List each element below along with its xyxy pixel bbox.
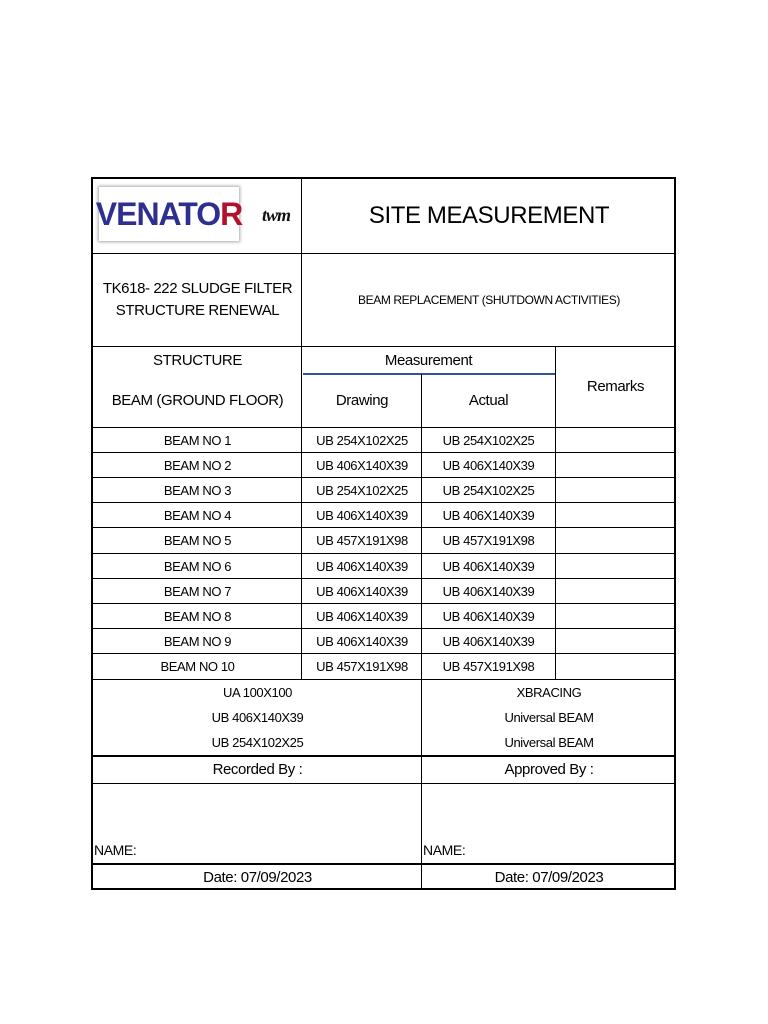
beam-name-cell: BEAM NO 6 [163, 558, 232, 574]
beam-name-cell: BEAM NO 7 [163, 583, 232, 599]
legend-section: UB 406X140X39 [211, 709, 304, 725]
divider [555, 346, 556, 679]
beam-name-cell: BEAM NO 10 [160, 658, 235, 674]
remarks-cell [555, 428, 676, 453]
row-divider [93, 553, 676, 554]
drawing-size-cell: UB 406X140X39 [316, 633, 408, 649]
beam-name-cell: BEAM NO 5 [163, 533, 232, 549]
divider [93, 427, 676, 428]
drawing-size-cell: UB 406X140X39 [316, 458, 408, 474]
divider [93, 253, 676, 254]
remarks-cell [555, 604, 676, 629]
beam-name-cell: BEAM NO 1 [163, 433, 232, 448]
row-divider [93, 452, 676, 453]
beam-name-cell: BEAM NO 8 [163, 608, 232, 624]
drawing-size-cell: UB 254X102X25 [316, 433, 408, 448]
actual-size-cell: UB 457X191X98 [442, 533, 535, 549]
row-divider [93, 477, 676, 478]
actual-size-cell: UB 254X102X25 [442, 433, 535, 448]
project-name-line1: TK618- 222 SLUDGE FILTER [102, 279, 293, 297]
drawing-size-cell: UB 254X102X25 [316, 483, 408, 499]
beam-name-cell: BEAM NO 3 [163, 483, 232, 499]
beam-name-cell: BEAM NO 4 [163, 508, 232, 524]
divider [93, 346, 676, 347]
actual-header: Actual [468, 392, 509, 409]
recorded-name-label: NAME: [94, 842, 137, 858]
row-divider [93, 628, 676, 629]
beam-name-cell: BEAM NO 2 [163, 458, 232, 474]
actual-size-cell: UB 406X140X39 [442, 583, 535, 599]
row-divider [93, 502, 676, 503]
legend-description: Universal BEAM [504, 709, 594, 725]
drawing-size-cell: UB 457X191X98 [316, 658, 408, 674]
twm-logo-text: twm [261, 204, 290, 225]
project-name-line2: STRUCTURE RENEWAL [115, 301, 280, 319]
section-legend [93, 679, 422, 755]
approved-name-label: NAME: [423, 842, 466, 858]
measurement-underline [303, 373, 555, 375]
legend-section: UA 100X100 [222, 684, 292, 700]
remarks-cell [555, 503, 676, 528]
recorded-by-label: Recorded By : [212, 761, 303, 778]
drawing-size-cell: UB 406X140X39 [316, 583, 408, 599]
remarks-cell [555, 528, 676, 553]
twm-logo [256, 201, 296, 229]
divider [93, 755, 676, 757]
drawing-header: Drawing [335, 392, 389, 409]
divider [421, 679, 422, 890]
divider [93, 679, 676, 680]
drawing-size-cell: UB 406X140X39 [316, 508, 408, 524]
divider [301, 346, 302, 679]
page-title: SITE MEASUREMENT [368, 202, 610, 229]
remarks-cell [555, 654, 676, 679]
drawing-size-cell: UB 457X191X98 [316, 533, 408, 549]
actual-size-cell: UB 254X102X25 [442, 483, 535, 499]
remarks-cell [555, 579, 676, 604]
remarks-header: Remarks [586, 378, 645, 395]
row-divider [93, 578, 676, 579]
remarks-cell [555, 554, 676, 579]
structure-header: STRUCTURE [153, 351, 242, 369]
legend-section: UB 254X102X25 [211, 734, 304, 750]
location-header: BEAM (GROUND FLOOR) [111, 392, 284, 409]
actual-size-cell: UB 406X140X39 [442, 508, 535, 524]
actual-size-cell: UB 457X191X98 [442, 658, 535, 674]
venator-logo-text: VENATOR [95, 195, 243, 232]
remarks-cell [555, 478, 676, 503]
actual-size-cell: UB 406X140X39 [442, 608, 535, 624]
legend-description: Universal BEAM [504, 734, 594, 750]
approved-by-label: Approved By : [504, 761, 594, 778]
site-measurement-form [91, 177, 676, 890]
description-legend [422, 679, 676, 755]
row-divider [93, 653, 676, 654]
actual-size-cell: UB 406X140X39 [442, 458, 535, 474]
project-activity: BEAM REPLACEMENT (SHUTDOWN ACTIVITIES) [358, 292, 620, 307]
recorded-date: Date: 07/09/2023 [203, 869, 312, 886]
divider [93, 863, 676, 865]
actual-size-cell: UB 406X140X39 [442, 558, 535, 574]
drawing-size-cell: UB 406X140X39 [316, 558, 408, 574]
beam-name-cell: BEAM NO 9 [163, 633, 232, 649]
drawing-size-cell: UB 406X140X39 [316, 608, 408, 624]
project-name [93, 253, 302, 346]
divider [301, 179, 302, 346]
row-divider [93, 527, 676, 528]
divider [93, 783, 676, 784]
measurement-header: Measurement [384, 351, 473, 369]
approved-date: Date: 07/09/2023 [494, 869, 604, 886]
actual-size-cell: UB 406X140X39 [442, 633, 535, 649]
row-divider [93, 603, 676, 604]
venator-logo [95, 187, 243, 241]
legend-description: XBRACING [516, 684, 582, 700]
remarks-cell [555, 629, 676, 654]
remarks-cell [555, 453, 676, 478]
